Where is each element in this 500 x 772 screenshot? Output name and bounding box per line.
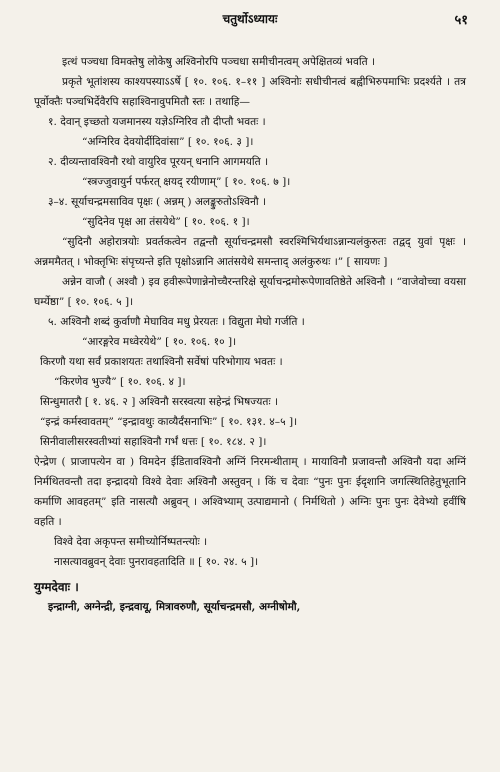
item-text: सूर्याचन्द्रमसाविव पृक्षः ( अन्नम् ) अलङ्कुरुतोऽश्विनौ । (71, 196, 267, 208)
list-item (34, 152, 466, 192)
item-number: ३–४. (48, 196, 68, 208)
text-line: किरणौ यथा सर्वं प्रकाशयतः तथाश्विनौ सर्वेषां परिभोगाय भवतः । (40, 356, 283, 368)
chapter-title: चतुर्थोऽध्यायः (222, 12, 278, 26)
item-quote: “अग्निरिव देवयोर्दीदिवांसा” [ १०. १०६. ३ ]। (82, 136, 254, 148)
paragraph: प्रकृते भूतांशस्य काश्यपस्याऽऽर्षे [ १०. १०६. १–११ ] अश्विनोः सधीचीनत्वं बह्वीभिरुपमाभिः प्रदर्श्यते । तत्र पूर्वोक्तैः पञ्चभिर्देवैरपि सहाश्विनावुपमितौ स्तः । तथाहि— (34, 76, 466, 108)
item-text: अश्विनौ शब्दं कुर्वाणौ मेघाविव मधु प्रेरयतः । विद्युता मेघो गर्जति । (60, 316, 305, 328)
item-quote: “स्त्रज्जुवायुर्न पर्फरत् क्षयद् रयीणाम्” [ १०. १०६. ७ ]। (82, 176, 291, 188)
item-quote: “सुदिनेव पृक्ष आ तंसयेथे” [ १०. १०६. १ ]। (82, 216, 250, 228)
text-line: “इन्द्रं कर्मस्वावतम्” “इन्द्रावथुः काव्यैर्दंसनाभिः” [ १०. १३१. ४–५ ]। (40, 416, 298, 428)
section-heading: युग्मदेवाः । (34, 580, 79, 594)
text-line: सिन्धुमातरौ [ १. ४६. २ ] अश्विनौ सरस्वत्या सहेन्द्रं भिषज्यतः । (40, 396, 278, 408)
item-number: ५. (48, 316, 57, 328)
item-quote: “आरङ्गरेव मध्वेरयेथे” [ १०. १०६. १० ]। (82, 336, 237, 348)
paragraph: “सुदिनौ अहोरात्रयोः प्रवर्तकत्वेन तद्वन्तौ सूर्याचन्द्रमसौ स्वरश्मिभिर्यथाऽन्नान्यलंकुरुतः तद्वद् युवां पृक्षः । अन्नममैतत् । भोक्तृभिः संपृच्यन्ते इति पृक्षोऽन्नानि आतंसयेथे समन्ताद् अलंकुरुथः ।” [ सायणः ] (34, 236, 466, 268)
paragraph: इत्थं पञ्चधा विमक्तेषु लोकेषु अश्विनोरपि पञ्चधा समीचीनत्वम् अपेक्षितव्यं भवति । (62, 56, 376, 68)
section-list: इन्द्राग्नी, अग्नेन्द्री, इन्द्रवायू, मित्रावरुणौ, सूर्याचन्द्रमसौ, अग्नीषोमौ, (48, 601, 301, 613)
paragraph: ऐन्द्रेण ( प्राजापत्येन वा ) विमदेन ईडितावश्विनौ अग्निं निरमन्थीताम् । मायाविनौ प्रजावन्तौ अश्विनौ यदा अग्निं निर्मथितवन्तौ तदा इन्द्रादयो विश्वे देवाः अश्विनौ अस्तुवन् । किं च देवाः “पुनः पुनः ईदृशानि जगत्स्थितिहेतुभूतानि कर्माणि आवहतम्” इति नासत्यौ अब्रुवन् । अश्विभ्याम् उत्पाद्यमानो ( निर्मथितो ) अग्निः पुनः पुनः देवेभ्यो हवींषि वहति । (34, 456, 466, 528)
list-item (34, 112, 466, 152)
paragraph: अन्नेन वाजौ ( अश्वौ ) इव हवीरूपेणान्नेनोच्चैरन्तरिक्षे सूर्याचन्द्रमोरूपेणावतिष्ठेते अश्विनौ । “वाजेवोच्चा वयसा घर्म्येष्ठा” [ १०. १०६. ५ ]। (34, 276, 466, 308)
verse-line: नासत्यावब्रुवन् देवाः पुनरावहतादिति ॥ [ १०. २४. ५ ]। (54, 556, 259, 568)
item-number: २. (48, 156, 57, 168)
list-item (34, 312, 466, 352)
text-line: “किरणेव भुज्यै” [ १०. १०६. ४ ]। (54, 376, 186, 388)
text-line: सिनीवालीसरस्वतीभ्यां सहाश्विनौ गर्भं धत्तः [ १०. १८४. २ ]। (40, 436, 267, 448)
item-text: दीव्यन्तावश्विनौ रथो वायुरिव पूरयन् धनानि आगमयति । (60, 156, 269, 168)
verse-line: विश्वे देवा अकृपन्त समीच्योर्निष्पतन्त्योः । (54, 536, 208, 548)
item-number: १. (48, 116, 57, 128)
page-number: ५१ (454, 13, 468, 28)
list-item (34, 192, 466, 232)
item-text: देवान् इच्छतो यजमानस्य यज्ञेऽग्निरिव तौ दीप्तौ भवतः । (60, 116, 266, 128)
